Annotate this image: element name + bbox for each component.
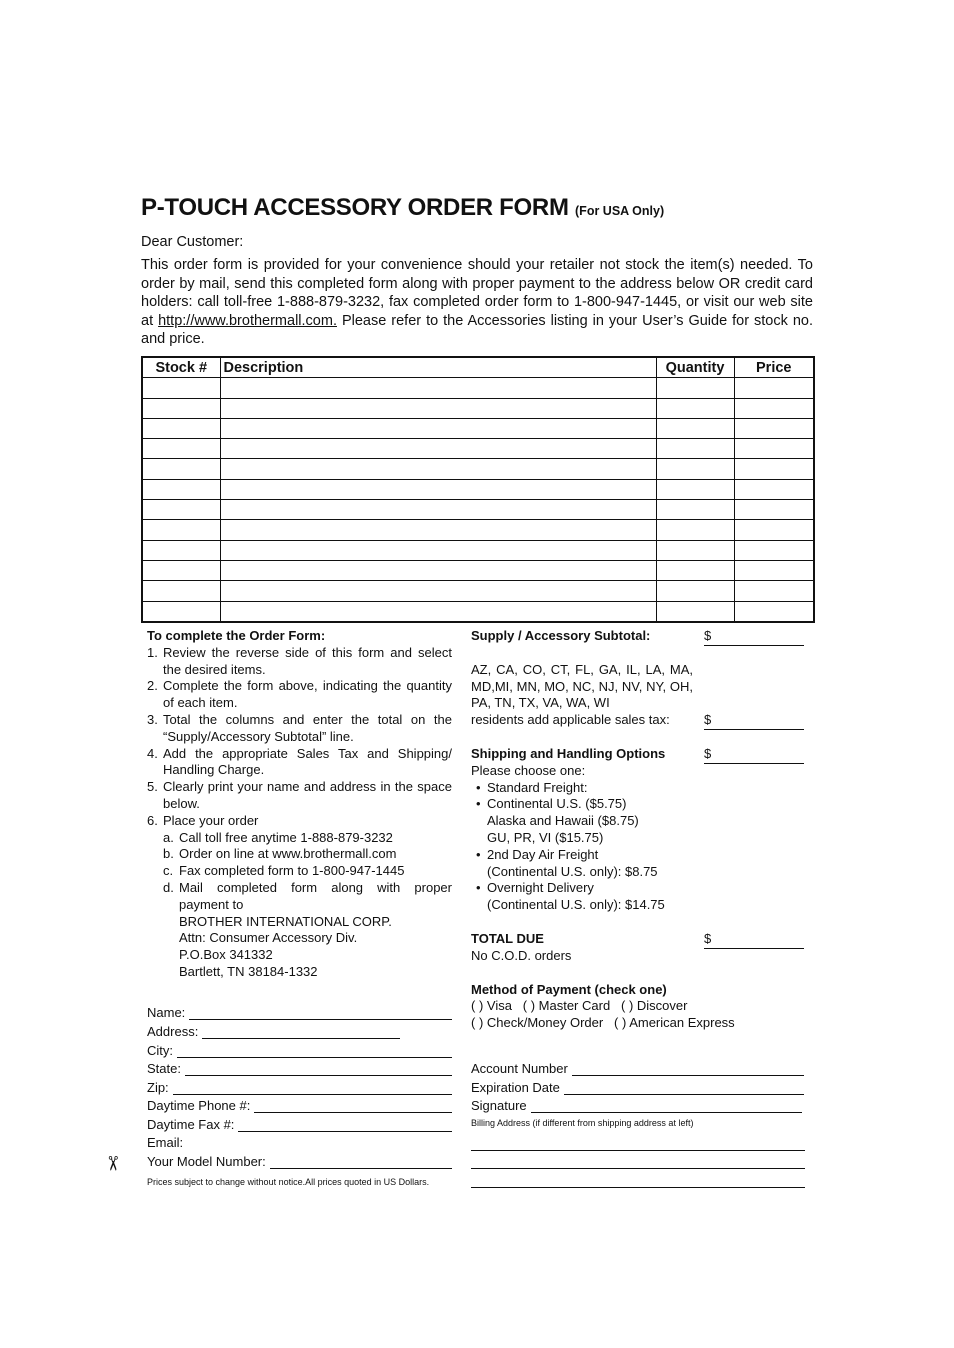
instructions bbox=[147, 628, 452, 981]
step-number: 4. bbox=[147, 745, 158, 761]
shipping-input[interactable]: $ bbox=[704, 746, 804, 764]
substep-letter: c. bbox=[163, 863, 174, 879]
shipping-option-line: GU, PR, VI ($15.75) bbox=[487, 829, 604, 845]
price-cell[interactable] bbox=[734, 418, 814, 438]
price-cell[interactable] bbox=[734, 500, 814, 520]
step-text: Place your order bbox=[163, 812, 259, 828]
substep-text: Order on line at www.brothermall.com bbox=[179, 846, 397, 862]
payment-heading: Method of Payment (check one) bbox=[471, 981, 667, 997]
substep-text: Call toll free anytime 1-888-879-3232 bbox=[179, 829, 393, 845]
quantity-cell[interactable] bbox=[656, 560, 734, 580]
instruction-step bbox=[147, 645, 452, 679]
instruction-step bbox=[147, 779, 452, 813]
payment-options-row1[interactable]: ( ) Visa ( ) Master Card ( ) Discover bbox=[471, 998, 688, 1014]
payment-options-row2[interactable]: ( ) Check/Money Order ( ) American Express bbox=[471, 1015, 735, 1031]
table-row bbox=[142, 479, 814, 499]
description-cell[interactable] bbox=[220, 439, 656, 459]
order-method-step bbox=[163, 863, 452, 880]
shipping-option[interactable] bbox=[476, 796, 806, 846]
quantity-cell[interactable] bbox=[656, 378, 734, 398]
quantity-cell[interactable] bbox=[656, 601, 734, 622]
stock-cell[interactable] bbox=[142, 581, 220, 601]
intro-paragraph bbox=[141, 256, 813, 349]
step-number: 6. bbox=[147, 812, 158, 828]
price-cell[interactable] bbox=[734, 439, 814, 459]
name-field[interactable]: Name: bbox=[147, 1005, 452, 1020]
shipping-option-line: (Continental U.S. only): $8.75 bbox=[487, 863, 658, 879]
billing-address-line[interactable] bbox=[471, 1168, 805, 1169]
account-number-field[interactable]: Account Number bbox=[471, 1061, 804, 1076]
quantity-cell[interactable] bbox=[656, 581, 734, 601]
stock-cell[interactable] bbox=[142, 540, 220, 560]
table-row bbox=[142, 398, 814, 418]
price-cell[interactable] bbox=[734, 398, 814, 418]
step-number: 2. bbox=[147, 678, 158, 694]
tax-row: residents add applicable sales tax: $ bbox=[471, 712, 806, 729]
description-cell[interactable] bbox=[220, 581, 656, 601]
step-number: 3. bbox=[147, 711, 158, 727]
instruction-step bbox=[147, 712, 452, 746]
billing-address-note: Billing Address (if different from shipping address at left) bbox=[471, 1118, 694, 1128]
table-row bbox=[142, 378, 814, 398]
intro-text-end: Please refer to the Accessories listing in your User’s Guide for stock no. and price. bbox=[141, 312, 813, 347]
greeting: Dear Customer: bbox=[141, 234, 244, 250]
substep-letter: b. bbox=[163, 846, 174, 862]
step-text: Review the reverse side of this form and select the desired items. bbox=[163, 644, 452, 677]
state-field[interactable]: State: bbox=[147, 1061, 452, 1076]
price-cell[interactable] bbox=[734, 378, 814, 398]
price-cell[interactable] bbox=[734, 459, 814, 479]
instruction-step bbox=[147, 678, 452, 712]
table-row bbox=[142, 581, 814, 601]
intro-text: This order form is provided for your convenience should your retailer not stock the item(s) needed. To order by mail, send this completed form along with proper payment to the address below OR credit card holders: call toll-free 1-888-879-3232, fax completed order form to 1-800-947-1445, or visit our web site at bbox=[141, 257, 813, 329]
price-cell[interactable] bbox=[734, 540, 814, 560]
table-row bbox=[142, 520, 814, 540]
tax-states: AZ, CA, CO, CT, FL, GA, IL, LA, MA, MD,MI, MN, MO, NC, NJ, NV, NY, OH, PA, TN, TX, VA, WA, WI bbox=[471, 661, 693, 711]
table-row bbox=[142, 601, 814, 622]
table-row bbox=[142, 540, 814, 560]
header-description: Description bbox=[220, 357, 656, 378]
header-stock: Stock # bbox=[142, 357, 220, 378]
quantity-cell[interactable] bbox=[656, 459, 734, 479]
website-link[interactable]: http://www.brothermall.com. bbox=[158, 312, 337, 329]
totals-section bbox=[471, 628, 806, 1032]
description-cell[interactable] bbox=[220, 601, 656, 622]
order-method-step bbox=[163, 846, 452, 863]
subtotal-row: Supply / Accessory Subtotal: $ bbox=[471, 628, 806, 645]
instruction-step bbox=[147, 813, 452, 830]
table-row bbox=[142, 418, 814, 438]
bullet-icon: • bbox=[476, 846, 481, 862]
model-number-field[interactable]: Your Model Number: bbox=[147, 1154, 452, 1169]
city-field[interactable]: City: bbox=[147, 1043, 452, 1058]
shipping-option-line: Continental U.S. ($5.75) bbox=[487, 796, 627, 812]
stock-cell[interactable] bbox=[142, 500, 220, 520]
step-text: Clearly print your name and address in the space below. bbox=[163, 779, 452, 811]
shipping-option[interactable] bbox=[476, 780, 806, 797]
bullet-icon: • bbox=[476, 779, 481, 795]
step-number: 1. bbox=[147, 644, 158, 660]
table-row bbox=[142, 459, 814, 479]
day-phone-field[interactable]: Daytime Phone #: bbox=[147, 1098, 452, 1113]
shipping-option-line: 2nd Day Air Freight bbox=[487, 846, 599, 862]
shipping-prompt: Please choose one: bbox=[471, 762, 586, 778]
price-cell[interactable] bbox=[734, 560, 814, 580]
table-row bbox=[142, 439, 814, 459]
stock-cell[interactable] bbox=[142, 398, 220, 418]
description-cell[interactable] bbox=[220, 398, 656, 418]
shipping-option[interactable] bbox=[476, 880, 806, 914]
order-table bbox=[141, 356, 815, 623]
mailing-address-line: BROTHER INTERNATIONAL CORP. bbox=[179, 913, 392, 929]
price-cell[interactable] bbox=[734, 581, 814, 601]
price-cell[interactable] bbox=[734, 601, 814, 622]
shipping-option-line: Standard Freight: bbox=[487, 779, 588, 795]
substep-text: Fax completed form to 1-800-947-1445 bbox=[179, 863, 405, 879]
price-disclaimer: Prices subject to change without notice.All prices quoted in US Dollars. bbox=[147, 1177, 430, 1187]
substep-letter: d. bbox=[163, 879, 174, 895]
mailing-address-line: P.O.Box 341332 bbox=[179, 947, 273, 963]
instructions-heading: To complete the Order Form: bbox=[147, 628, 326, 643]
shipping-option-line: (Continental U.S. only): $14.75 bbox=[487, 897, 665, 913]
scissors-icon: ✂ bbox=[100, 1155, 123, 1172]
bullet-icon: • bbox=[476, 880, 481, 896]
description-cell[interactable] bbox=[220, 418, 656, 438]
stock-cell[interactable] bbox=[142, 560, 220, 580]
quantity-cell[interactable] bbox=[656, 398, 734, 418]
stock-cell[interactable] bbox=[142, 479, 220, 499]
shipping-row: Shipping and Handling Options $ bbox=[471, 746, 806, 763]
step-text: Complete the form above, indicating the quantity of each item. bbox=[163, 678, 452, 711]
signature-field[interactable]: Signature bbox=[471, 1098, 802, 1113]
price-cell[interactable] bbox=[734, 520, 814, 540]
title-main: P-TOUCH ACCESSORY ORDER FORM bbox=[141, 194, 569, 221]
substep-text: Mail completed form along with proper payment to bbox=[179, 879, 452, 912]
shipping-option-line: Overnight Delivery bbox=[487, 880, 594, 896]
description-cell[interactable] bbox=[220, 540, 656, 560]
order-method-step bbox=[163, 830, 452, 847]
total-due-row: TOTAL DUE $ bbox=[471, 931, 806, 948]
stock-cell[interactable] bbox=[142, 378, 220, 398]
day-fax-field[interactable]: Daytime Fax #: bbox=[147, 1117, 452, 1132]
description-cell[interactable] bbox=[220, 520, 656, 540]
description-cell[interactable] bbox=[220, 560, 656, 580]
billing-address-line[interactable] bbox=[471, 1187, 805, 1188]
description-cell[interactable] bbox=[220, 459, 656, 479]
table-row bbox=[142, 560, 814, 580]
price-cell[interactable] bbox=[734, 479, 814, 499]
header-quantity: Quantity bbox=[656, 357, 734, 378]
step-text: Total the columns and enter the total on the “Supply/Accessory Subtotal” line. bbox=[163, 711, 452, 744]
stock-cell[interactable] bbox=[142, 601, 220, 622]
page-title bbox=[141, 194, 664, 222]
header-price: Price bbox=[734, 357, 814, 378]
stock-cell[interactable] bbox=[142, 520, 220, 540]
description-cell[interactable] bbox=[220, 378, 656, 398]
subtotal-input[interactable]: $ bbox=[704, 628, 804, 646]
address-field[interactable]: Address: bbox=[147, 1024, 400, 1039]
email-field[interactable]: Email: bbox=[147, 1135, 184, 1150]
quantity-cell[interactable] bbox=[656, 500, 734, 520]
no-cod-note: No C.O.D. orders bbox=[471, 947, 572, 963]
title-sub: (For USA Only) bbox=[575, 204, 665, 218]
quantity-cell[interactable] bbox=[656, 439, 734, 459]
quantity-cell[interactable] bbox=[656, 540, 734, 560]
expiration-date-field[interactable]: Expiration Date bbox=[471, 1080, 804, 1095]
tax-input[interactable]: $ bbox=[704, 712, 804, 730]
stock-cell[interactable] bbox=[142, 439, 220, 459]
instruction-step bbox=[147, 746, 452, 780]
bullet-icon: • bbox=[476, 796, 481, 812]
zip-field[interactable]: Zip: bbox=[147, 1080, 452, 1095]
quantity-cell[interactable] bbox=[656, 520, 734, 540]
mailing-address-line: Bartlett, TN 38184-1332 bbox=[179, 963, 318, 979]
shipping-option-line: Alaska and Hawaii ($8.75) bbox=[487, 813, 639, 829]
total-due-input[interactable]: $ bbox=[704, 931, 804, 949]
substep-letter: a. bbox=[163, 829, 174, 845]
stock-cell[interactable] bbox=[142, 459, 220, 479]
step-text: Add the appropriate Sales Tax and Shipping/ Handling Charge. bbox=[163, 745, 452, 778]
step-number: 5. bbox=[147, 779, 158, 795]
table-row bbox=[142, 500, 814, 520]
description-cell[interactable] bbox=[220, 479, 656, 499]
billing-address-line[interactable] bbox=[471, 1150, 805, 1151]
shipping-option[interactable] bbox=[476, 847, 806, 881]
order-method-step bbox=[163, 880, 452, 914]
quantity-cell[interactable] bbox=[656, 479, 734, 499]
quantity-cell[interactable] bbox=[656, 418, 734, 438]
stock-cell[interactable] bbox=[142, 418, 220, 438]
mailing-address-line: Attn: Consumer Accessory Div. bbox=[179, 930, 358, 946]
description-cell[interactable] bbox=[220, 500, 656, 520]
